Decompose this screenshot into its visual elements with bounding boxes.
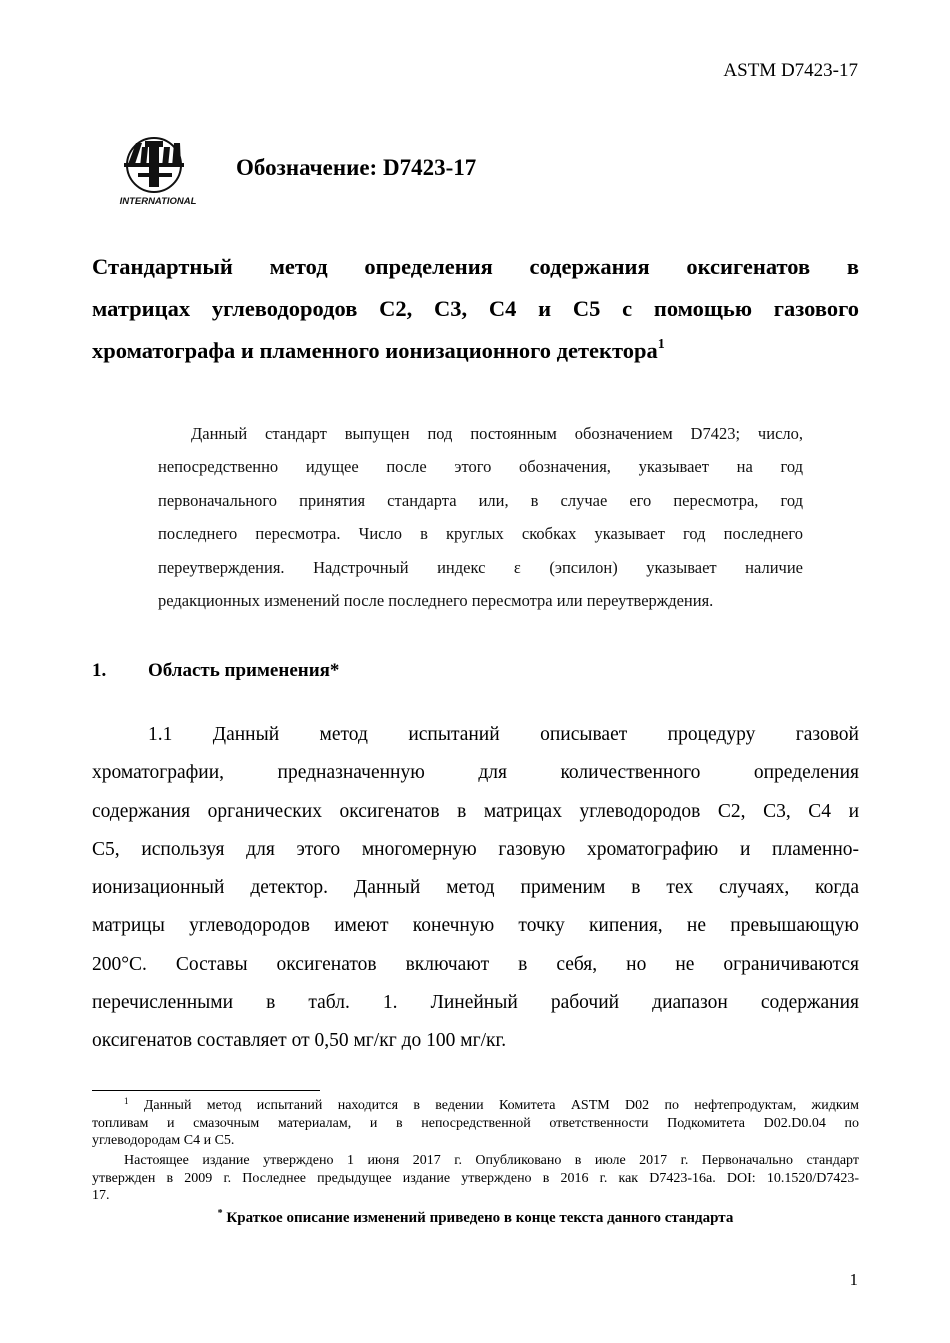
section-body xyxy=(92,716,859,1061)
page-number: 1 xyxy=(849,1270,858,1289)
title-line-last xyxy=(92,330,859,372)
astm-logo xyxy=(118,133,200,207)
astm-international-logo-icon xyxy=(118,133,200,207)
changes-summary-note xyxy=(92,1210,859,1227)
footnote-divider xyxy=(92,1090,320,1091)
title-line: матрицах углеводородов С2, С3, С4 и С5 с помощью газового xyxy=(92,296,859,321)
notice-line: непосредственно идущее после этого обозначения, указывает на год xyxy=(158,457,803,477)
footnote-line: Настоящее издание утверждено 1 июня 2017 г. Опубликовано в июле 2017 г. Первоначально стандарт xyxy=(124,1153,859,1168)
summary-mark: * xyxy=(217,1208,223,1219)
notice-line: Данный стандарт выпущен под постоянным обозначением D7423; число, xyxy=(191,424,803,443)
notice-line: первоначального принятия стандарта или, в случае его пересмотра, год xyxy=(158,490,803,510)
notice-line: переутверждения. Надстрочный индекс ε (эпсилон) указывает наличие xyxy=(158,557,803,577)
summary-text: Краткое описание изменений приведено в конце текста данного стандарта xyxy=(226,1210,734,1226)
document-title xyxy=(92,246,859,372)
notice-line: редакционных изменений после последнего пересмотра или переутверждения. xyxy=(158,591,714,611)
standard-notice xyxy=(158,417,803,617)
body-line: оксигенатов составляет от 0,50 мг/кг до 100 мг/кг. xyxy=(92,1030,507,1052)
footnote-approval xyxy=(92,1152,859,1205)
notice-line: последнего пересмотра. Число в круглых скобках указывает год последнего xyxy=(158,524,803,544)
body-line: содержания органических оксигенатов в матрицах углеводородов С2, С3, С4 и xyxy=(92,800,859,822)
footnote-mark: 1 xyxy=(124,1096,129,1106)
title-line: Стандартный метод определения содержания оксигенатов в xyxy=(92,254,859,279)
section-number: 1. xyxy=(92,660,107,681)
logo-caption: INTERNATIONAL xyxy=(119,196,197,207)
footnote-line: углеводородам C4 и C5. xyxy=(92,1133,235,1148)
body-line: 1.1 Данный метод испытаний описывает процедуру газовой xyxy=(148,724,859,745)
designation-heading: Обозначение: D7423-17 xyxy=(236,155,477,180)
section-title: Область применения* xyxy=(148,660,340,681)
body-line: хроматографии, предназначенную для количественного определения xyxy=(92,762,859,784)
footnote-text: Данный метод испытаний находится в ведении Комитета ASTM D02 по нефтепродуктам, жидким xyxy=(143,1098,859,1113)
title-footnote-mark: 1 xyxy=(657,337,665,352)
body-line: матрицы углеводородов имеют конечную точку кипения, не превышающую xyxy=(92,915,859,937)
body-line: перечисленными в табл. 1. Линейный рабочий диапазон содержания xyxy=(92,992,859,1014)
footnote-line: 17. xyxy=(92,1188,110,1203)
footnote-1 xyxy=(92,1097,859,1150)
body-line: ионизационный детектор. Данный метод применим в тех случаях, когда xyxy=(92,877,859,899)
footnote-line: утвержден в 2009 г. Последнее предыдущее издание утверждено в 2016 г. как D7423-16a. DOI: 10.1520/D7423- xyxy=(92,1170,859,1186)
footnote-line xyxy=(92,1097,859,1115)
body-line: 200°C. Составы оксигенатов включают в себя, но не ограничиваются xyxy=(92,953,859,975)
document-code-header: ASTM D7423-17 xyxy=(723,60,858,81)
footnote-line: топливам и смазочным материалам, и в непосредственной ответственности Подкомитета D02.D0.04 по xyxy=(92,1115,859,1131)
body-line: С5, используя для этого многомерную газовую хроматографию и пламенно- xyxy=(92,838,859,860)
title-line: хроматографа и пламенного ионизационного детектора xyxy=(92,338,658,363)
